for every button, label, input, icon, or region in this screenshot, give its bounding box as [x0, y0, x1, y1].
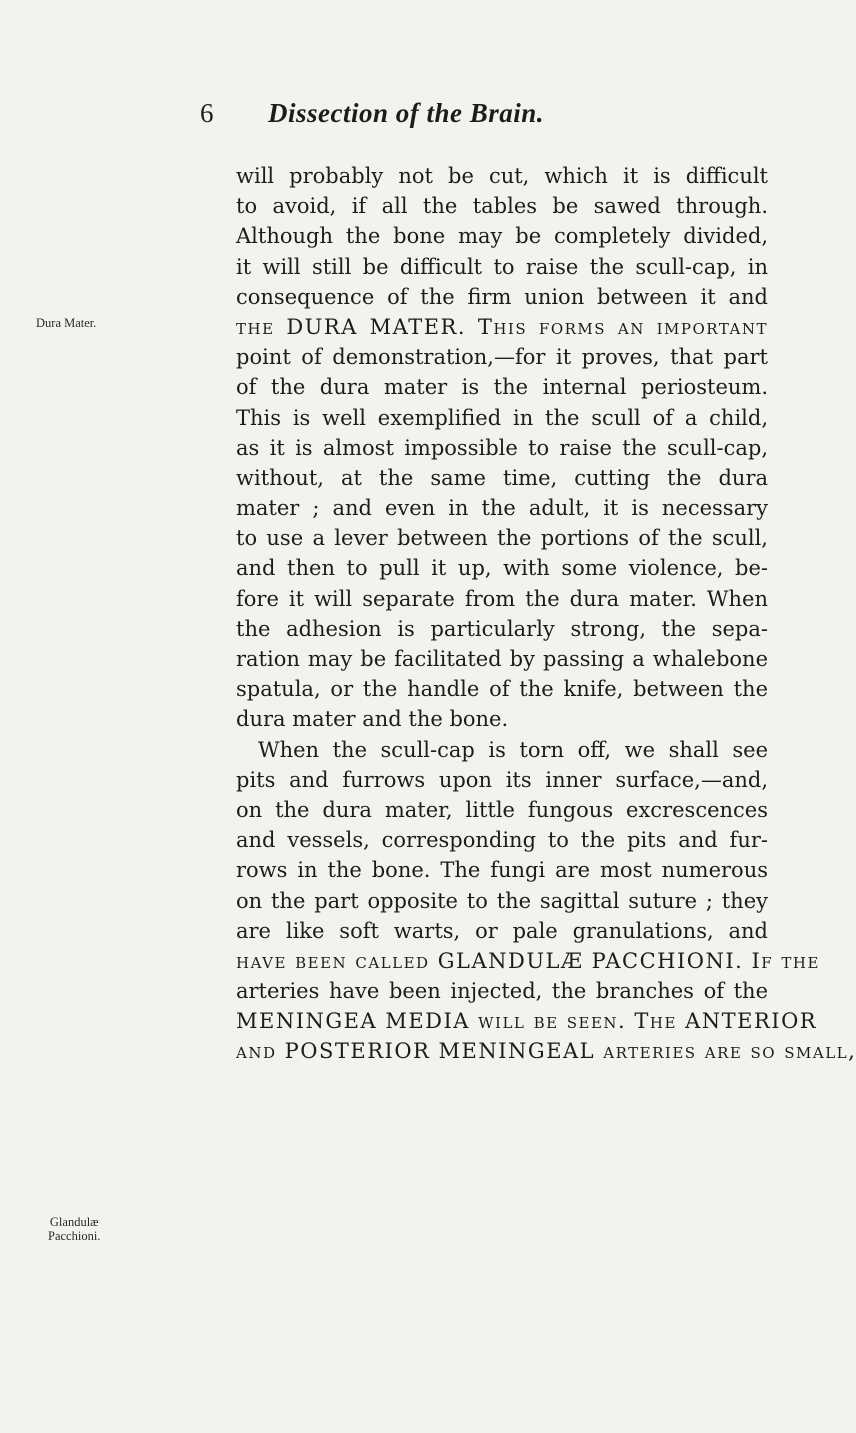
text-line: MENINGEA MEDIA will be seen. The ANTERIOR: [236, 1009, 818, 1034]
margin-note-text: Dura Mater.: [36, 316, 97, 330]
page-number: 6: [200, 98, 214, 128]
text-line: rows in the bone. The fungi are most numerous: [236, 858, 768, 883]
page-header: [0, 98, 800, 138]
text-line: and POSTERIOR MENINGEAL arteries are so small,: [236, 1039, 856, 1064]
text-line: and then to pull it up, with some violence, be-: [236, 556, 768, 581]
text-line: on the part opposite to the sagittal suture ; they: [236, 888, 768, 913]
text-line: mater ; and even in the adult, it is necessary: [236, 496, 768, 521]
text-line: Although the bone may be completely divided,: [236, 224, 768, 249]
text-line: to use a lever between the portions of the scull,: [236, 526, 768, 551]
text-line: the DURA MATER. This forms an important: [236, 314, 768, 339]
text-line: will probably not be cut, which it is difficult: [236, 164, 768, 188]
text-line: spatula, or the handle of the knife, between the: [236, 677, 768, 702]
text-line: the adhesion is particularly strong, the sepa-: [236, 616, 768, 641]
margin-note-dura-mater: [36, 316, 96, 330]
running-title: Dissection of the Brain.: [268, 98, 545, 128]
text-line: without, at the same time, cutting the dura: [236, 465, 768, 490]
body-text: [236, 161, 856, 1067]
text-line: it will still be difficult to raise the scull-cap, in: [236, 254, 768, 279]
text-line: ration may be facilitated by passing a whalebone: [236, 647, 768, 671]
text-line: point of demonstration,—for it proves, that part: [236, 345, 768, 370]
text-line: arteries have been injected, the branches of the: [236, 979, 768, 1004]
text-line: This is well exemplified in the scull of a child,: [236, 405, 768, 430]
text-line: consequence of the firm union between it and: [236, 284, 768, 309]
text-line: of the dura mater is the internal periosteum.: [236, 375, 768, 400]
text-line: to avoid, if all the tables be sawed through.: [236, 194, 768, 219]
text-line: fore it will separate from the dura mater. When: [236, 586, 768, 611]
margin-note-text: Glandulæ: [49, 1215, 99, 1229]
margin-note-text: Pacchioni.: [48, 1229, 101, 1243]
text-line: pits and furrows upon its inner surface,—and,: [236, 767, 768, 792]
text-line: have been called GLANDULÆ PACCHIONI. If the: [236, 948, 820, 973]
text-line: dura mater and the bone.: [236, 707, 509, 732]
text-line: When the scull-cap is torn off, we shall see: [258, 737, 768, 762]
text-line: as it is almost impossible to raise the scull-cap,: [236, 435, 768, 460]
text-line: and vessels, corresponding to the pits and fur-: [236, 828, 768, 853]
margin-note-glandulae-pacchioni: [48, 1215, 100, 1243]
text-line: on the dura mater, little fungous excrescences: [236, 797, 768, 822]
text-line: are like soft warts, or pale granulations, and: [236, 918, 768, 943]
